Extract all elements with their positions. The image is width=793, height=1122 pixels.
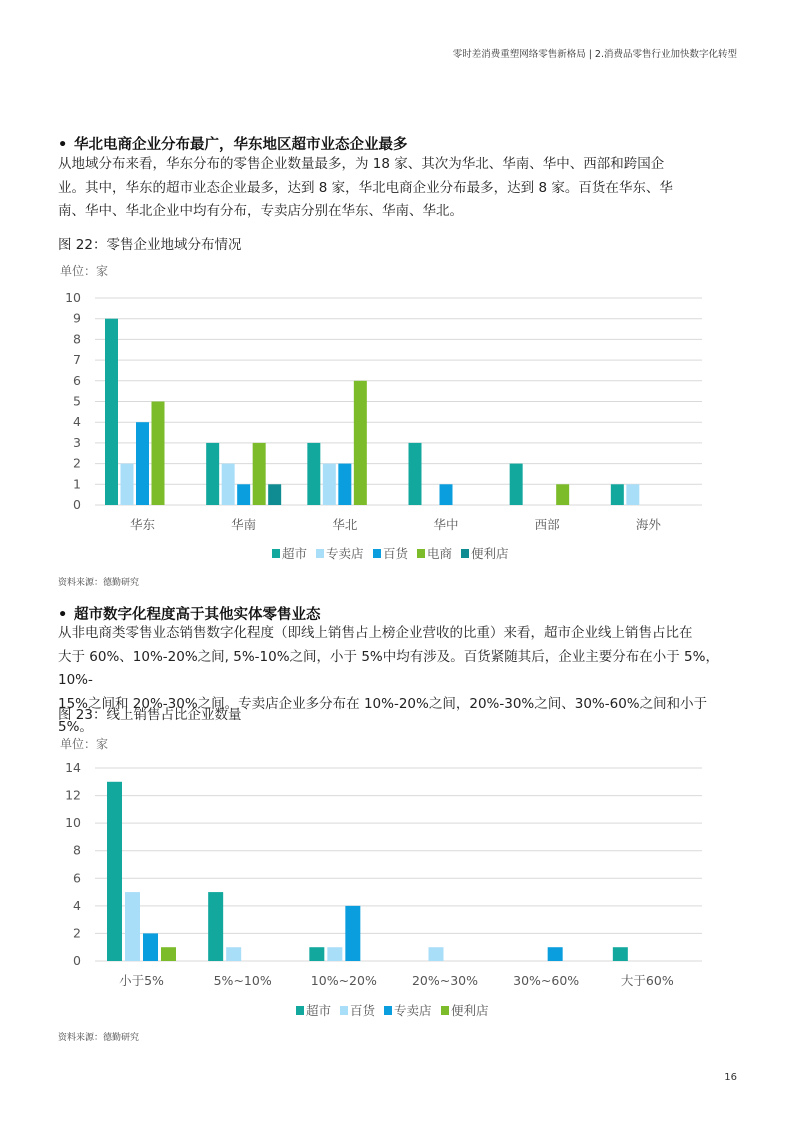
legend-label: 超市: [306, 1003, 332, 1018]
bar-便利店: [161, 947, 176, 961]
bar-超市: [613, 947, 628, 961]
bullet-icon: •: [58, 607, 68, 623]
bar-百货: [338, 464, 351, 505]
legend-label: 专卖店: [394, 1003, 432, 1018]
x-tick-label: 大于60%: [620, 973, 674, 988]
figure23-source: 资料来源：德勤研究: [58, 1033, 140, 1043]
bullet-icon: •: [58, 137, 68, 153]
section2-line: 大于 60%、10%-20%之间, 5%-10%之间，小于 5%中均有涉及。百货紧随其后，企业主要分布在小于 5%，10%-: [58, 648, 719, 688]
figure22-unit: 单位：家: [60, 264, 109, 278]
bar-电商: [556, 484, 569, 505]
bar-电商: [152, 402, 165, 506]
y-tick-label: 6: [73, 372, 81, 388]
section2-title-text: 超市数字化程度高于其他实体零售业态: [74, 607, 321, 623]
bar-超市: [107, 782, 122, 961]
y-tick-label: 0: [73, 497, 81, 512]
figure22-chart: [0, 285, 793, 575]
section1-line: 南、华中、华北企业中均有分布，专卖店分别在华东、华南、华北。: [58, 203, 463, 219]
legend-label: 便利店: [471, 546, 509, 561]
bar-便利店: [268, 484, 281, 505]
x-tick-label: 华南: [231, 517, 257, 532]
legend-label: 超市: [282, 546, 308, 561]
y-tick-label: 10: [65, 290, 81, 305]
y-tick-label: 1: [73, 476, 81, 492]
figure22-source: 资料来源：德勤研究: [58, 578, 140, 588]
bar-专卖店: [345, 906, 360, 961]
bar-电商: [354, 381, 367, 505]
y-tick-label: 9: [73, 310, 81, 326]
bar-百货: [237, 484, 250, 505]
bar-超市: [208, 892, 223, 961]
bar-超市: [510, 464, 523, 505]
section1-title-text: 华北电商企业分布最广，华东地区超市业态企业最多: [74, 137, 408, 153]
y-tick-label: 8: [73, 331, 81, 347]
bar-超市: [409, 443, 422, 505]
x-tick-label: 5%~10%: [213, 973, 272, 988]
x-tick-label: 海外: [635, 517, 661, 532]
section1-line: 业。其中，华东的超市业态企业最多，达到 8 家，华北电商企业分布最多，达到 8 家。百货在华东、华: [58, 179, 673, 196]
bar-百货: [327, 947, 342, 961]
bar-百货: [125, 892, 140, 961]
figure23-unit: 单位：家: [60, 737, 109, 751]
legend-label: 电商: [427, 546, 453, 561]
figure23-title: 图 23：线上销售占比企业数量: [58, 707, 242, 723]
legend-swatch: [441, 1006, 449, 1015]
legend-swatch: [272, 549, 280, 558]
bar-百货: [429, 947, 444, 961]
y-tick-label: 0: [73, 953, 81, 968]
section1-line: 从地域分布来看，华东分布的零售企业数量最多，为 18 家、其次为华北、华南、华中、西部和跨国企: [58, 156, 665, 172]
y-tick-label: 10: [65, 815, 81, 831]
legend-swatch: [384, 1006, 392, 1015]
x-tick-label: 30%~60%: [513, 973, 580, 988]
bar-专卖店: [323, 464, 336, 505]
bar-超市: [611, 484, 624, 505]
y-tick-label: 8: [73, 842, 81, 858]
section1-title: [58, 133, 408, 154]
x-tick-label: 华中: [433, 517, 459, 532]
y-tick-label: 2: [73, 455, 81, 471]
bar-专卖店: [143, 933, 158, 961]
legend-swatch: [340, 1006, 348, 1015]
legend-label: 百货: [350, 1003, 376, 1018]
section2-line: 15%之间和 20%-30%之间。专卖店企业多分布在 10%-20%之间，20%-30%之间、30%-60%之间和小于 5%。: [58, 695, 708, 735]
y-tick-label: 6: [73, 870, 81, 886]
bar-超市: [105, 319, 118, 505]
section1-paragraph: [58, 153, 740, 224]
y-tick-label: 14: [65, 760, 81, 775]
x-tick-label: 10%~20%: [310, 973, 377, 988]
legend-swatch: [296, 1006, 304, 1015]
legend-swatch: [461, 549, 469, 558]
bar-专卖店: [548, 947, 563, 961]
page-header: 零时差消费重塑网络零售新格局 | 2.消费品零售行业加快数字化转型: [452, 49, 737, 60]
figure23-chart: [0, 755, 793, 1025]
legend-swatch: [373, 549, 381, 558]
bar-专卖店: [626, 484, 639, 505]
bar-专卖店: [121, 464, 134, 505]
bar-超市: [307, 443, 320, 505]
bar-百货: [440, 484, 453, 505]
bar-百货: [226, 947, 241, 961]
legend-label: 专卖店: [326, 546, 364, 561]
x-tick-label: 20%~30%: [411, 973, 479, 988]
y-tick-label: 7: [73, 352, 81, 368]
legend-swatch: [316, 549, 324, 558]
bar-百货: [136, 422, 149, 505]
x-tick-label: 华东: [129, 517, 156, 532]
y-tick-label: 3: [73, 434, 81, 450]
bar-超市: [206, 443, 219, 505]
y-tick-label: 4: [73, 414, 81, 430]
x-tick-label: 西部: [534, 517, 560, 532]
bar-电商: [253, 443, 266, 505]
section2-title: [58, 603, 321, 624]
legend-label: 百货: [383, 546, 409, 561]
page-number: 16: [724, 1072, 737, 1083]
figure22-title: 图 22：零售企业地域分布情况: [58, 237, 242, 253]
section2-line: 从非电商类零售业态销售数字化程度（即线上销售占上榜企业营收的比重）来看，超市企业线上销售占比在: [58, 625, 693, 641]
bar-超市: [309, 947, 324, 961]
x-tick-label: 小于5%: [119, 973, 164, 988]
y-tick-label: 12: [65, 787, 81, 803]
bar-专卖店: [222, 464, 235, 505]
x-tick-label: 华北: [332, 517, 358, 532]
legend-swatch: [417, 549, 425, 558]
legend-label: 便利店: [451, 1003, 489, 1018]
y-tick-label: 5: [73, 393, 81, 409]
y-tick-label: 4: [73, 897, 81, 913]
y-tick-label: 2: [73, 925, 81, 941]
